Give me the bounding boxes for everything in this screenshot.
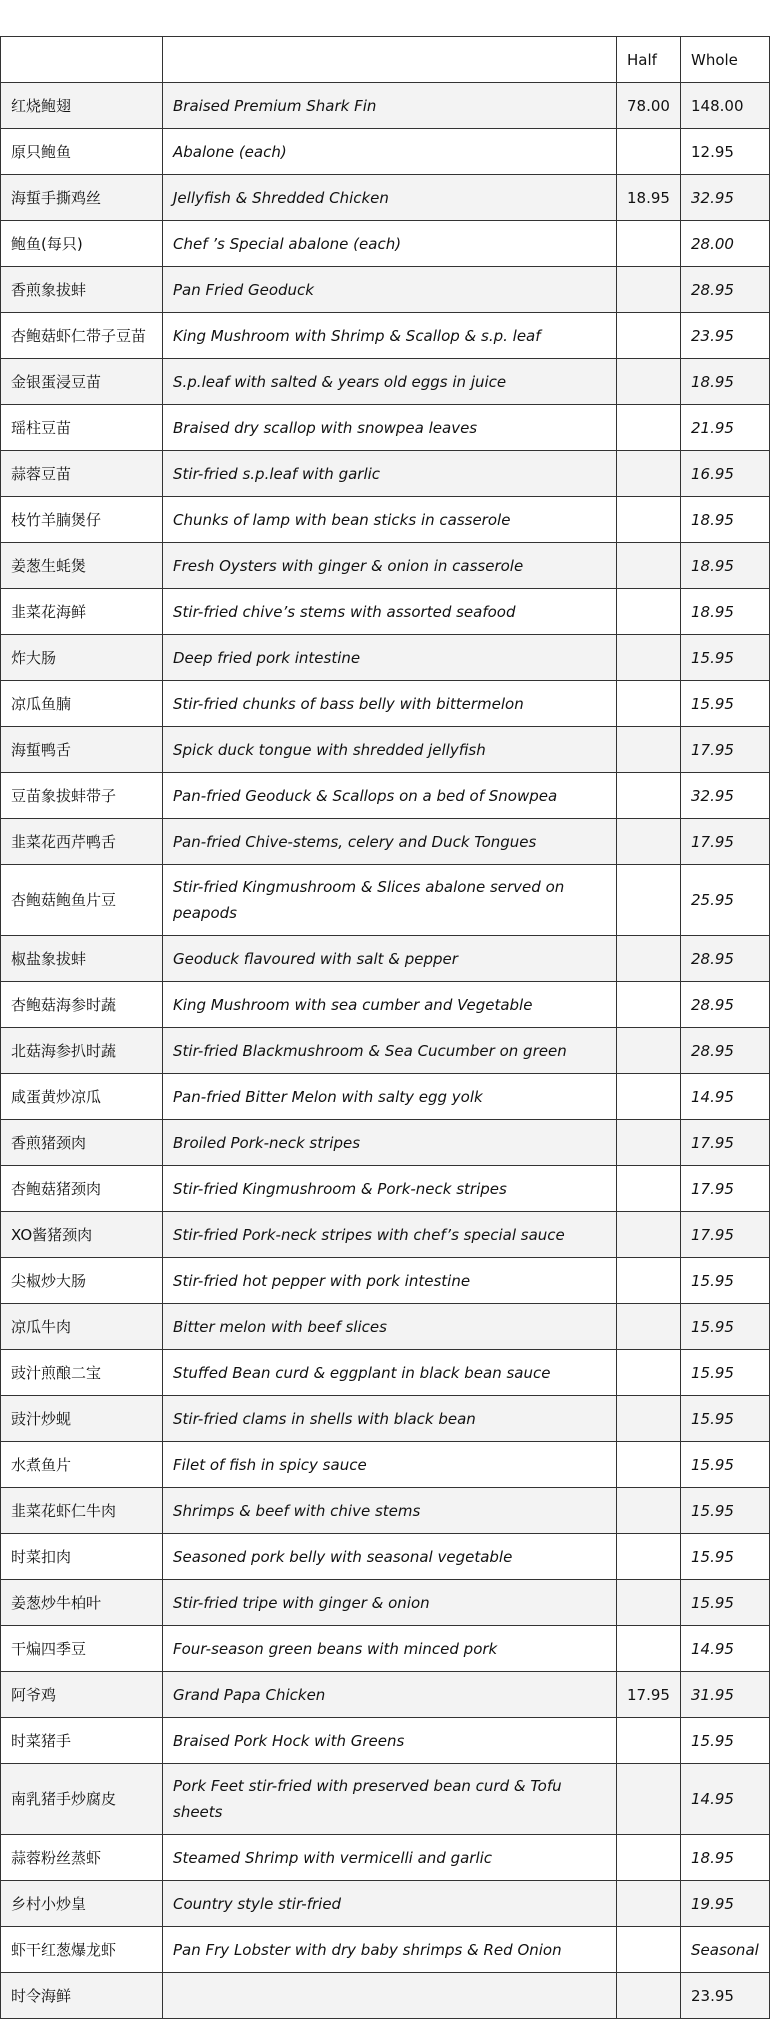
menu-row [1, 267, 770, 313]
menu-row [1, 589, 770, 635]
price-half [617, 773, 681, 819]
dish-chinese-name: 海蜇鸭舌 [1, 727, 163, 773]
dish-english-name: Filet of fish in spicy sauce [163, 1442, 617, 1488]
dish-english-name: Pan-fried Chive-stems, celery and Duck Tongues [163, 819, 617, 865]
menu-row [1, 83, 770, 129]
dish-english-name: Shrimps & beef with chive stems [163, 1488, 617, 1534]
dish-chinese-name: 红烧鲍翅 [1, 83, 163, 129]
dish-chinese-name: 时令海鲜 [1, 1973, 163, 2019]
dish-english-name: Broiled Pork-neck stripes [163, 1120, 617, 1166]
dish-english-name: Spick duck tongue with shredded jellyfish [163, 727, 617, 773]
price-whole: 19.95 [681, 1881, 770, 1927]
price-half [617, 1718, 681, 1764]
menu-row [1, 936, 770, 982]
menu-row [1, 982, 770, 1028]
price-whole: 18.95 [681, 497, 770, 543]
price-half [617, 1074, 681, 1120]
menu-row [1, 129, 770, 175]
menu-row [1, 451, 770, 497]
menu-row [1, 221, 770, 267]
dish-chinese-name: 杏鲍菇猪颈肉 [1, 1166, 163, 1212]
price-half [617, 359, 681, 405]
price-whole: 18.95 [681, 543, 770, 589]
price-whole: 14.95 [681, 1074, 770, 1120]
price-whole: 15.95 [681, 1396, 770, 1442]
price-half: 18.95 [617, 175, 681, 221]
menu-row [1, 1835, 770, 1881]
menu-row [1, 681, 770, 727]
menu-table [0, 36, 770, 2019]
menu-row [1, 1396, 770, 1442]
price-half [617, 451, 681, 497]
menu-row [1, 1166, 770, 1212]
price-half [617, 936, 681, 982]
price-whole: 23.95 [681, 313, 770, 359]
price-whole: 15.95 [681, 1350, 770, 1396]
menu-row [1, 1626, 770, 1672]
dish-english-name: Pan Fry Lobster with dry baby shrimps & Red Onion [163, 1927, 617, 1973]
dish-english-name: Chunks of lamp with bean sticks in casserole [163, 497, 617, 543]
dish-chinese-name: 鲍鱼(每只) [1, 221, 163, 267]
price-whole: 148.00 [681, 83, 770, 129]
dish-english-name: Braised dry scallop with snowpea leaves [163, 405, 617, 451]
dish-english-name: Stir-fried chunks of bass belly with bittermelon [163, 681, 617, 727]
dish-english-name: Pan-fried Bitter Melon with salty egg yolk [163, 1074, 617, 1120]
price-half [617, 1350, 681, 1396]
menu-row [1, 865, 770, 936]
dish-chinese-name: 尖椒炒大肠 [1, 1258, 163, 1304]
menu-row [1, 405, 770, 451]
price-half [617, 1534, 681, 1580]
dish-english-name: Bitter melon with beef slices [163, 1304, 617, 1350]
price-half [617, 405, 681, 451]
price-half [617, 1166, 681, 1212]
dish-chinese-name: 豆苗象拔蚌带子 [1, 773, 163, 819]
price-whole: 15.95 [681, 635, 770, 681]
price-whole: 14.95 [681, 1764, 770, 1835]
price-whole: 32.95 [681, 773, 770, 819]
dish-chinese-name: 时菜猪手 [1, 1718, 163, 1764]
price-half [617, 543, 681, 589]
dish-chinese-name: 北菇海参扒时蔬 [1, 1028, 163, 1074]
dish-english-name: Stir-fried Blackmushroom & Sea Cucumber on green [163, 1028, 617, 1074]
price-half [617, 1881, 681, 1927]
price-half [617, 1580, 681, 1626]
price-half [617, 1258, 681, 1304]
price-whole: 28.00 [681, 221, 770, 267]
price-half [617, 1626, 681, 1672]
price-whole: 15.95 [681, 1304, 770, 1350]
menu-row [1, 727, 770, 773]
price-whole: 21.95 [681, 405, 770, 451]
dish-english-name: Stir-fried Kingmushroom & Pork-neck stripes [163, 1166, 617, 1212]
dish-chinese-name: 杏鲍菇虾仁带子豆苗 [1, 313, 163, 359]
price-whole: Seasonal [681, 1927, 770, 1973]
dish-english-name: Stir-fried Pork-neck stripes with chef’s special sauce [163, 1212, 617, 1258]
header-english [163, 37, 617, 83]
dish-english-name: Pan Fried Geoduck [163, 267, 617, 313]
menu-row [1, 1028, 770, 1074]
price-half [617, 267, 681, 313]
dish-chinese-name: 豉汁煎酿二宝 [1, 1350, 163, 1396]
menu-row [1, 1973, 770, 2019]
price-whole: 18.95 [681, 589, 770, 635]
price-whole: 28.95 [681, 936, 770, 982]
dish-chinese-name: 南乳猪手炒腐皮 [1, 1764, 163, 1835]
dish-chinese-name: 豉汁炒蚬 [1, 1396, 163, 1442]
price-whole: 14.95 [681, 1626, 770, 1672]
dish-english-name [163, 1973, 617, 2019]
price-half [617, 865, 681, 936]
dish-english-name: Fresh Oysters with ginger & onion in casserole [163, 543, 617, 589]
price-half [617, 982, 681, 1028]
price-whole: 17.95 [681, 1166, 770, 1212]
price-whole: 12.95 [681, 129, 770, 175]
dish-chinese-name: 姜葱炒牛柏叶 [1, 1580, 163, 1626]
header-chinese [1, 37, 163, 83]
price-whole: 25.95 [681, 865, 770, 936]
dish-english-name: Country style stir-fried [163, 1881, 617, 1927]
dish-chinese-name: 凉瓜鱼腩 [1, 681, 163, 727]
dish-english-name: Stuffed Bean curd & eggplant in black bean sauce [163, 1350, 617, 1396]
dish-english-name: King Mushroom with Shrimp & Scallop & s.p. leaf [163, 313, 617, 359]
menu-row [1, 1927, 770, 1973]
price-half [617, 589, 681, 635]
dish-chinese-name: 韭菜花海鲜 [1, 589, 163, 635]
price-whole: 28.95 [681, 1028, 770, 1074]
dish-chinese-name: 枝竹羊腩煲仔 [1, 497, 163, 543]
dish-chinese-name: 蒜蓉粉丝蒸虾 [1, 1835, 163, 1881]
price-whole: 23.95 [681, 1973, 770, 2019]
price-half [617, 313, 681, 359]
dish-english-name: Stir-fried s.p.leaf with garlic [163, 451, 617, 497]
dish-chinese-name: 干煸四季豆 [1, 1626, 163, 1672]
price-half: 17.95 [617, 1672, 681, 1718]
price-whole: 15.95 [681, 1442, 770, 1488]
dish-chinese-name: 瑶柱豆苗 [1, 405, 163, 451]
price-half [617, 1927, 681, 1973]
dish-english-name: Stir-fried clams in shells with black bean [163, 1396, 617, 1442]
dish-chinese-name: 炸大肠 [1, 635, 163, 681]
menu-row [1, 819, 770, 865]
dish-english-name: Stir-fried Kingmushroom & Slices abalone served on peapods [163, 865, 617, 936]
dish-chinese-name: 杏鲍菇鲍鱼片豆 [1, 865, 163, 936]
price-whole: 28.95 [681, 267, 770, 313]
dish-english-name: Seasoned pork belly with seasonal vegetable [163, 1534, 617, 1580]
dish-english-name: Stir-fried chive’s stems with assorted seafood [163, 589, 617, 635]
dish-chinese-name: XO酱猪颈肉 [1, 1212, 163, 1258]
dish-english-name: Grand Papa Chicken [163, 1672, 617, 1718]
header-row [1, 37, 770, 83]
price-half [617, 819, 681, 865]
price-half [617, 1304, 681, 1350]
menu-row [1, 359, 770, 405]
price-half [617, 1120, 681, 1166]
dish-chinese-name: 海蜇手撕鸡丝 [1, 175, 163, 221]
menu-row [1, 1881, 770, 1927]
price-half [617, 1028, 681, 1074]
dish-chinese-name: 蒜蓉豆苗 [1, 451, 163, 497]
price-whole: 18.95 [681, 359, 770, 405]
price-half [617, 129, 681, 175]
price-whole: 18.95 [681, 1835, 770, 1881]
menu-row [1, 1580, 770, 1626]
dish-chinese-name: 乡村小炒皇 [1, 1881, 163, 1927]
dish-chinese-name: 韭菜花虾仁牛肉 [1, 1488, 163, 1534]
dish-chinese-name: 香煎猪颈肉 [1, 1120, 163, 1166]
price-half [617, 727, 681, 773]
dish-chinese-name: 香煎象拔蚌 [1, 267, 163, 313]
price-half [617, 635, 681, 681]
menu-row [1, 1718, 770, 1764]
header-half: Half [617, 37, 681, 83]
menu-row [1, 1304, 770, 1350]
price-half [617, 681, 681, 727]
price-whole: 16.95 [681, 451, 770, 497]
menu-row [1, 175, 770, 221]
dish-english-name: Pork Feet stir-fried with preserved bean curd & Tofu sheets [163, 1764, 617, 1835]
dish-english-name: Steamed Shrimp with vermicelli and garlic [163, 1835, 617, 1881]
dish-chinese-name: 姜葱生蚝煲 [1, 543, 163, 589]
dish-english-name: Stir-fried hot pepper with pork intestine [163, 1258, 617, 1304]
menu-row [1, 313, 770, 359]
dish-chinese-name: 阿爷鸡 [1, 1672, 163, 1718]
menu-row [1, 1212, 770, 1258]
price-half [617, 221, 681, 267]
price-whole: 15.95 [681, 1534, 770, 1580]
price-whole: 15.95 [681, 681, 770, 727]
menu-row [1, 1534, 770, 1580]
price-half: 78.00 [617, 83, 681, 129]
dish-chinese-name: 凉瓜牛肉 [1, 1304, 163, 1350]
price-whole: 17.95 [681, 1120, 770, 1166]
price-half [617, 1488, 681, 1534]
menu-row [1, 497, 770, 543]
price-half [617, 1442, 681, 1488]
price-whole: 15.95 [681, 1718, 770, 1764]
dish-english-name: Deep fried pork intestine [163, 635, 617, 681]
dish-english-name: Braised Pork Hock with Greens [163, 1718, 617, 1764]
menu-row [1, 1074, 770, 1120]
dish-chinese-name: 虾干红葱爆龙虾 [1, 1927, 163, 1973]
dish-chinese-name: 咸蛋黄炒凉瓜 [1, 1074, 163, 1120]
price-whole: 32.95 [681, 175, 770, 221]
menu-row [1, 1350, 770, 1396]
price-whole: 15.95 [681, 1580, 770, 1626]
dish-english-name: Jellyfish & Shredded Chicken [163, 175, 617, 221]
dish-english-name: King Mushroom with sea cumber and Vegetable [163, 982, 617, 1028]
price-half [617, 497, 681, 543]
price-half [617, 1764, 681, 1835]
dish-chinese-name: 杏鲍菇海参时蔬 [1, 982, 163, 1028]
menu-row [1, 1488, 770, 1534]
menu-row [1, 1442, 770, 1488]
menu-row [1, 543, 770, 589]
menu-row [1, 1258, 770, 1304]
price-whole: 17.95 [681, 1212, 770, 1258]
dish-english-name: Chef ’s Special abalone (each) [163, 221, 617, 267]
dish-english-name: Abalone (each) [163, 129, 617, 175]
menu-row [1, 635, 770, 681]
dish-chinese-name: 原只鲍鱼 [1, 129, 163, 175]
menu-row [1, 1120, 770, 1166]
dish-chinese-name: 水煮鱼片 [1, 1442, 163, 1488]
price-whole: 17.95 [681, 727, 770, 773]
price-half [617, 1973, 681, 2019]
dish-english-name: Braised Premium Shark Fin [163, 83, 617, 129]
dish-chinese-name: 椒盐象拔蚌 [1, 936, 163, 982]
dish-english-name: Pan-fried Geoduck & Scallops on a bed of Snowpea [163, 773, 617, 819]
dish-chinese-name: 时菜扣肉 [1, 1534, 163, 1580]
dish-english-name: Geoduck flavoured with salt & pepper [163, 936, 617, 982]
dish-chinese-name: 韭菜花西芹鸭舌 [1, 819, 163, 865]
price-half [617, 1835, 681, 1881]
price-whole: 31.95 [681, 1672, 770, 1718]
dish-english-name: Four-season green beans with minced pork [163, 1626, 617, 1672]
dish-english-name: S.p.leaf with salted & years old eggs in juice [163, 359, 617, 405]
menu-row [1, 773, 770, 819]
price-whole: 15.95 [681, 1488, 770, 1534]
price-half [617, 1212, 681, 1258]
price-whole: 15.95 [681, 1258, 770, 1304]
menu-row [1, 1764, 770, 1835]
price-whole: 17.95 [681, 819, 770, 865]
dish-chinese-name: 金银蛋浸豆苗 [1, 359, 163, 405]
header-whole: Whole [681, 37, 770, 83]
dish-english-name: Stir-fried tripe with ginger & onion [163, 1580, 617, 1626]
price-whole: 28.95 [681, 982, 770, 1028]
price-half [617, 1396, 681, 1442]
menu-row [1, 1672, 770, 1718]
